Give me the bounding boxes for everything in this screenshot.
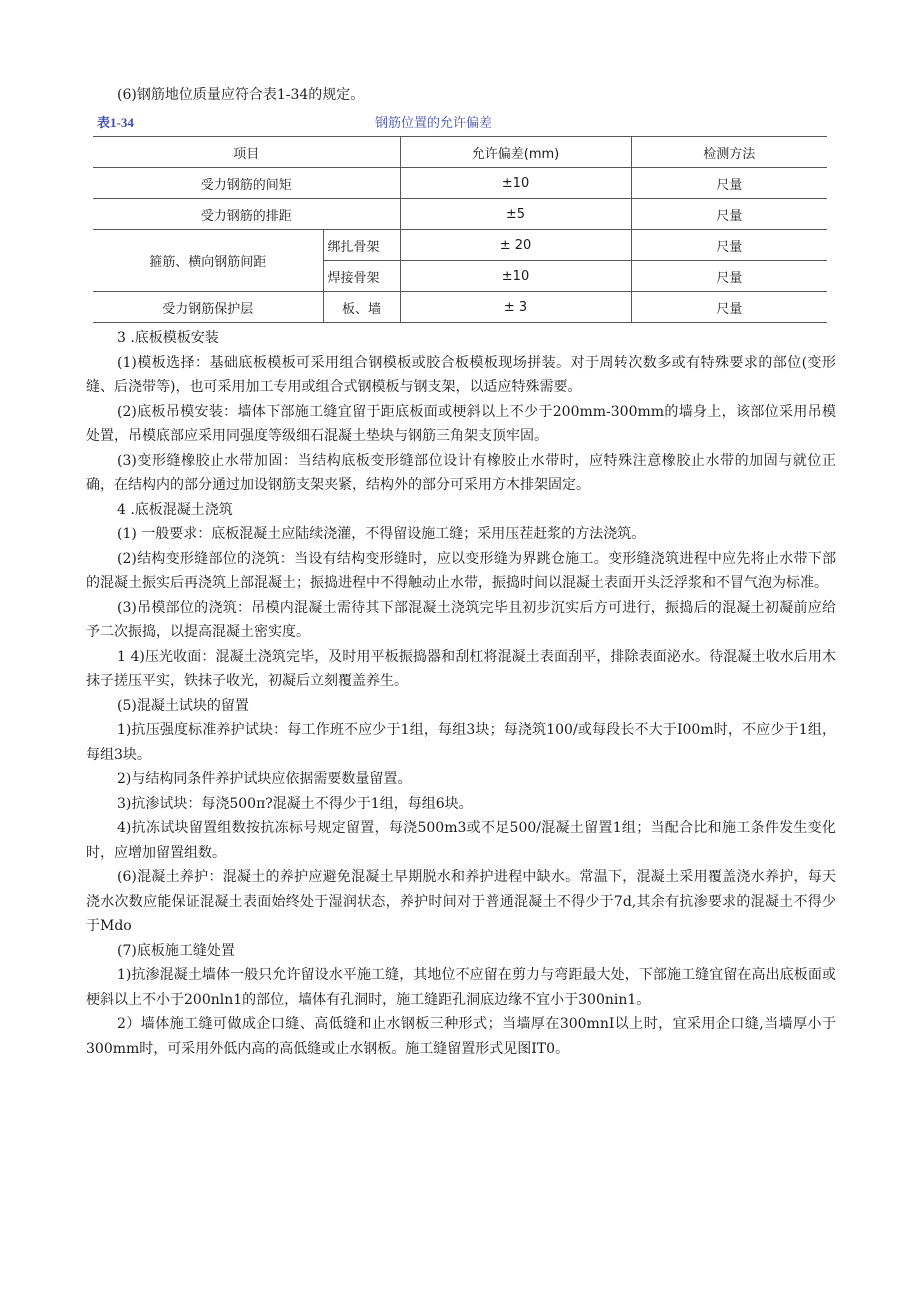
paragraph: (3)吊模部位的浇筑：吊模内混凝土需待其下部混凝土浇筑完毕且初步沉实后方可进行，振捣后的混凝土初凝前应给予二次振捣，以提高混凝土密实度。 — [86, 599, 836, 640]
section-heading-pouring: 4 .底板混凝土浇筑 — [117, 501, 233, 518]
row-item: 箍筋、横向钢筋间距 — [93, 230, 323, 292]
paragraph: (2)结构变形缝部位的浇筑：当设有结构变形缝时，应以变形缝为界跳仓施工。变形缝浇筑进程中应先将止水带下部的混凝土振实后再浇筑上部混凝土；振捣进程中不得触动止水带，振捣时间以混凝土表面开头泛浮浆和不冒气泡为标准。 — [86, 550, 836, 591]
paragraph: (1)模板选择：基础底板模板可采用组合钢模板或胶合板模板现场拼装。对于周转次数多或有特殊要求的部位(变形缝、后浇带等)，也可采用加工专用或组合式钢模板与钢支架，以适应特殊需要。 — [86, 354, 836, 395]
body-text — [86, 326, 836, 1061]
row-method: 尺量 — [631, 292, 827, 323]
table-row — [93, 292, 827, 323]
table-caption-label: 表1-34 — [97, 115, 134, 130]
row-method: 尺量 — [631, 199, 827, 230]
table-row — [93, 168, 827, 199]
table-row — [93, 230, 827, 261]
table-caption-title: 钢筋位置的允许偏差 — [375, 116, 493, 131]
table-row — [93, 199, 827, 230]
row-item: 受力钢筋的间矩 — [93, 168, 400, 199]
row-tolerance: ± 3 — [400, 292, 631, 323]
row-item: 受力钢筋保护层 — [93, 292, 323, 323]
row-method: 尺量 — [631, 230, 827, 261]
paragraph: 1)抗渗混凝土墙体一般只允许留设水平施工缝，其地位不应留在剪力与弯距最大处，下部施工缝宜留在高出底板面或梗斜以上不小于200nln1的部位，墙体有孔洞时，施工缝距孔洞底边缘不宜小于300nin1。 — [86, 967, 836, 1008]
paragraph: (6)混凝土养护：混凝土的养护应避免混凝土早期脱水和养护进程中缺水。常温下，混凝土采用覆盖浇水养护，每天浇水次数应能保证混凝土表面始终处于湿润状态，养护时间对于普通混凝土不得少于7d,其余有抗渗要求的混凝土不得少于Mdo — [86, 869, 836, 934]
paragraph: 1)抗压强度标准养护试块：每工作班不应少于1组，每组3块；每浇筑100/或每段长不大于I00m时，不应少于1组，每组3块。 — [86, 722, 836, 763]
paragraph: (2)底板吊模安装：墙体下部施工缝宜留于距底板面或梗斜以上不少于200mm-300mm的墙身上，该部位采用吊模处置，吊模底部应采用同强度等级细石混凝土垫块与钢筋三角架支顶牢固。 — [86, 403, 836, 444]
paragraph: 2）墙体施工缝可做成企口缝、高低缝和止水钢板三种形式；当墙厚在300mnI以上时，宜采用企口缝,当墙厚小于300mm时，可采用外低内高的高低缝或止水钢板。施工缝留置形式见图IT0。 — [86, 1016, 836, 1057]
paragraph: (3)变形缝橡胶止水带加固：当结构底板变形缝部位设计有橡胶止水带时，应特殊注意橡胶止水带的加固与就位正确，在结构内的部分通过加设钢筋支架夹紧，结构外的部分可采用方木排架固定。 — [86, 452, 836, 493]
row-method: 尺量 — [631, 261, 827, 292]
section-heading-formwork: 3 .底板模板安装 — [117, 330, 219, 346]
row-tolerance: ± 20 — [400, 230, 631, 261]
row-tolerance: ±10 — [400, 168, 631, 199]
paragraph: 1 4)压光收面：混凝土浇筑完毕，及时用平板振捣器和刮杠将混凝土表面刮平，排除表面泌水。待混凝土收水后用木抹子搓压平实，铁抹子收光，初凝后立刻覆盖养生。 — [86, 648, 836, 689]
header-method: 检测方法 — [631, 137, 827, 168]
paragraph: 3)抗渗试块：每浇500π?混凝土不得少于1组，每组6块。 — [117, 795, 473, 812]
table-header-row — [93, 137, 827, 168]
paragraph: (5)混凝土试块的留置 — [117, 697, 249, 714]
paragraph: 4)抗冻试块留置组数按抗冻标号规定留置，每浇500m3或不足500/混凝土留置1组；当配合比和施工条件发生变化时，应增加留置组数。 — [86, 820, 836, 861]
row-tolerance: ±10 — [400, 261, 631, 292]
paragraph: (1) 一般要求：底板混凝土应陆续浇灌，不得留设施工缝；采用压茬赶浆的方法浇筑。 — [117, 526, 646, 542]
header-tolerance: 允许偏差(mm) — [400, 137, 631, 168]
rebar-tolerance-table — [93, 136, 827, 323]
row-subitem: 板、墙 — [323, 292, 400, 323]
paragraph: 2)与结构同条件养护试块应依据需要数量留置。 — [117, 771, 412, 787]
row-tolerance: ±5 — [400, 199, 631, 230]
intro-line: (6)钢筋地位质量应符合表1-34的规定。 — [117, 87, 365, 103]
row-item: 受力钢筋的排距 — [93, 199, 400, 230]
row-subitem: 焊接骨架 — [323, 261, 400, 292]
paragraph: (7)底板施工缝处置 — [117, 942, 235, 959]
row-method: 尺量 — [631, 168, 827, 199]
header-item: 项目 — [93, 137, 400, 168]
row-subitem: 绑扎骨架 — [323, 230, 400, 261]
